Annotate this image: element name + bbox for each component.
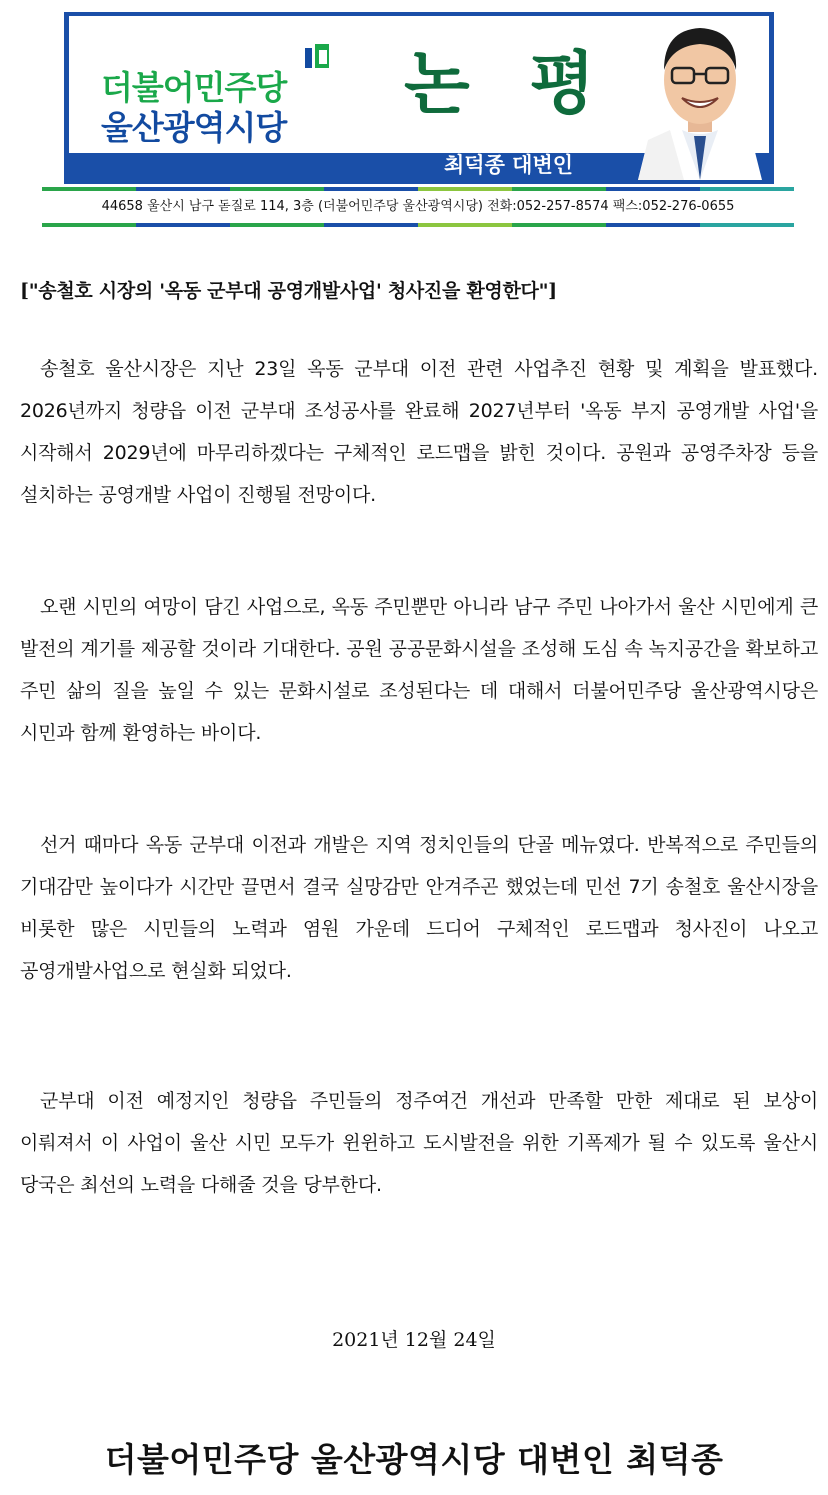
party-name-line1: 더불어민주당 [101, 68, 287, 107]
party-flag-icon [303, 42, 333, 72]
document-type-title: 논 평 [404, 45, 614, 124]
color-strip-top [42, 187, 794, 191]
body-paragraph-4: 군부대 이전 예정지인 청량읍 주민들의 정주여건 개선과 만족할 만한 제대로 된 보상이 이뤄져서 이 사업이 울산 시민 모두가 윈윈하고 도시발전을 위한 기폭제가 될 수 있도록 울산시 당국은 최선의 노력을 다해줄 것을 당부한다. [20, 1090, 818, 1196]
party-name-line2: 울산광역시당 [101, 108, 287, 147]
party-logo [101, 30, 321, 145]
body-paragraph-3: 선거 때마다 옥동 군부대 이전과 개발은 지역 정치인들의 단골 메뉴였다. 반복적으로 주민들의 기대감만 높이다가 시간만 끌면서 결국 실망감만 안겨주곤 했었는데 민선 7기 송철호 울산시장을 비롯한 많은 시민들의 노력과 염원 가운데 드디어 구체적인 로드맵과 청사진이 나오고 공영개발사업으로 현실화 되었다. [20, 834, 818, 982]
statement-date: 2021년 12월 24일 [332, 1329, 496, 1351]
statement-headline: ["송철호 시장의 '옥동 군부대 공영개발사업' 청사진을 환영한다"] [20, 280, 557, 302]
signature-line: 더불어민주당 울산광역시당 대변인 최덕종 [104, 1440, 724, 1479]
body-paragraph-1: 송철호 울산시장은 지난 23일 옥동 군부대 이전 관련 사업추진 현황 및 계획을 발표했다. 2026년까지 청량읍 이전 군부대 조성공사를 완료해 2027년부터 '옥동 부지 공영개발 사업'을 시작해서 2029년에 마무리하겠다는 구체적인 로드맵을 밝힌 것이다. 공원과 공영주차장 등을 설치하는 공영개발 사업이 진행될 전망이다. [20, 358, 818, 506]
spokesperson-portrait [630, 12, 770, 180]
spokesperson-label: 최덕종 대변인 [444, 153, 574, 177]
body-paragraph-2: 오랜 시민의 여망이 담긴 사업으로, 옥동 주민뿐만 아니라 남구 주민 나아가서 울산 시민에게 큰 발전의 계기를 제공할 것이라 기대한다. 공원 공공문화시설을 조성해 도심 속 녹지공간을 확보하고 주민 삶의 질을 높일 수 있는 문화시설로 조성된다는 데 대해서 더불어민주당 울산광역시당은 시민과 함께 환영하는 바이다. [20, 596, 818, 744]
header-banner [64, 12, 774, 184]
color-strip-bottom [42, 223, 794, 227]
contact-info: 44658 울산시 남구 돋질로 114, 3층 (더불어민주당 울산광역시당) 전화:052-257-8574 팩스:052-276-0655 [101, 199, 735, 214]
